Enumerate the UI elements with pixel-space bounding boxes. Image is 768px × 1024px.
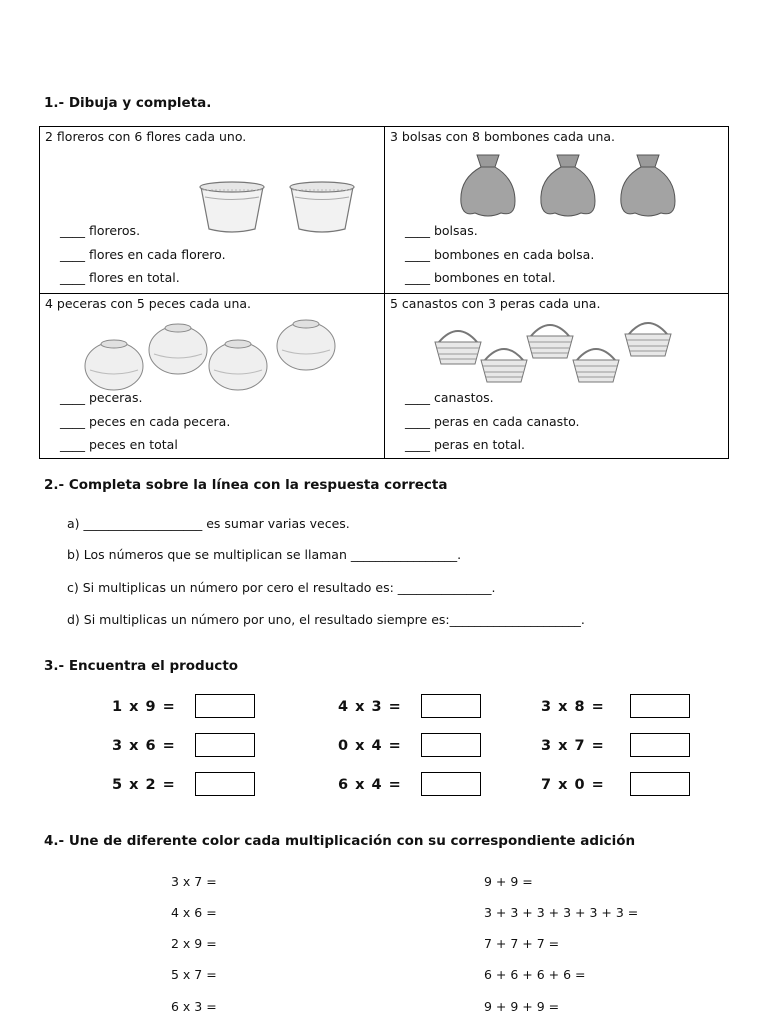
basket-2 <box>481 349 527 382</box>
section1-grid <box>39 126 729 459</box>
answer-line: ____ flores en total. <box>60 270 180 285</box>
product-3x6: 3 x 6 = <box>112 738 176 754</box>
fish-bowl-2 <box>149 324 207 374</box>
answer-box[interactable] <box>421 772 481 796</box>
basket-4 <box>573 349 619 382</box>
cell-title: 5 canastos con 3 peras cada una. <box>390 296 601 311</box>
answer-box[interactable] <box>195 772 255 796</box>
product-5x2: 5 x 2 = <box>112 777 176 793</box>
bag-1 <box>461 155 515 216</box>
addition-item[interactable]: 9 + 9 = <box>484 874 533 889</box>
addition-item[interactable]: 9 + 9 + 9 = <box>484 999 560 1014</box>
section2-heading: 2.- Completa sobre la línea con la respuesta correcta <box>44 477 448 493</box>
flower-pot-2 <box>290 182 354 232</box>
cell-canastos <box>385 294 729 460</box>
question-d: d) Si multiplicas un número por uno, el resultado siempre es:_____________________. <box>67 612 585 627</box>
answer-line: ____ peces en total <box>60 437 178 452</box>
addition-item[interactable]: 7 + 7 + 7 = <box>484 936 560 951</box>
question-b: b) Los números que se multiplican se llaman _________________. <box>67 547 462 562</box>
product-3x7: 3 x 7 = <box>541 738 605 754</box>
cell-title: 3 bolsas con 8 bombones cada una. <box>390 129 615 144</box>
cell-title: 2 floreros con 6 flores cada uno. <box>45 129 247 144</box>
fish-bowl-3 <box>209 340 267 390</box>
answer-box[interactable] <box>195 733 255 757</box>
section1-heading: 1.- Dibuja y completa. <box>44 95 212 111</box>
answer-box[interactable] <box>195 694 255 718</box>
answer-line: ____ flores en cada florero. <box>60 247 226 262</box>
answer-line: ____ bolsas. <box>405 223 478 238</box>
cell-bolsas <box>385 127 729 293</box>
answer-box[interactable] <box>630 772 690 796</box>
multiplication-item[interactable]: 3 x 7 = <box>171 874 217 889</box>
flower-pot-1 <box>200 182 264 232</box>
flower-pots-image <box>195 179 365 235</box>
answer-line: ____ bombones en total. <box>405 270 556 285</box>
bag-3 <box>621 155 675 216</box>
basket-5 <box>625 323 671 356</box>
product-0x4: 0 x 4 = <box>338 738 402 754</box>
product-7x0: 7 x 0 = <box>541 777 605 793</box>
answer-box[interactable] <box>630 733 690 757</box>
baskets-image <box>433 312 683 392</box>
basket-1 <box>435 331 481 364</box>
section4-heading: 4.- Une de diferente color cada multiplicación con su correspondiente adición <box>44 833 636 849</box>
fish-bowl-1 <box>85 340 143 390</box>
question-a: a) ___________________ es sumar varias veces. <box>67 516 350 531</box>
basket-3 <box>527 325 573 358</box>
cell-floreros <box>40 127 384 293</box>
question-c: c) Si multiplicas un número por cero el resultado es: _______________. <box>67 580 496 595</box>
bag-2 <box>541 155 595 216</box>
multiplication-item[interactable]: 4 x 6 = <box>171 905 217 920</box>
answer-line: ____ bombones en cada bolsa. <box>405 247 595 262</box>
answer-line: ____ peras en cada canasto. <box>405 414 580 429</box>
product-1x9: 1 x 9 = <box>112 699 176 715</box>
multiplication-item[interactable]: 5 x 7 = <box>171 967 217 982</box>
answer-line: ____ canastos. <box>405 390 494 405</box>
answer-line: ____ peras en total. <box>405 437 526 452</box>
multiplication-item[interactable]: 6 x 3 = <box>171 999 217 1014</box>
answer-line: ____ floreros. <box>60 223 141 238</box>
product-4x3: 4 x 3 = <box>338 699 402 715</box>
addition-item[interactable]: 6 + 6 + 6 + 6 = <box>484 967 586 982</box>
answer-line: ____ peces en cada pecera. <box>60 414 231 429</box>
product-3x8: 3 x 8 = <box>541 699 605 715</box>
product-6x4: 6 x 4 = <box>338 777 402 793</box>
fish-bowls-image <box>80 314 370 394</box>
cell-title: 4 peceras con 5 peces cada una. <box>45 296 251 311</box>
multiplication-item[interactable]: 2 x 9 = <box>171 936 217 951</box>
answer-box[interactable] <box>421 733 481 757</box>
answer-line: ____ peceras. <box>60 390 143 405</box>
addition-item[interactable]: 3 + 3 + 3 + 3 + 3 + 3 = <box>484 905 639 920</box>
section3-heading: 3.- Encuentra el producto <box>44 658 239 674</box>
fish-bowl-4 <box>277 320 335 370</box>
cell-peceras <box>40 294 384 460</box>
answer-box[interactable] <box>421 694 481 718</box>
bags-image <box>455 151 695 221</box>
answer-box[interactable] <box>630 694 690 718</box>
